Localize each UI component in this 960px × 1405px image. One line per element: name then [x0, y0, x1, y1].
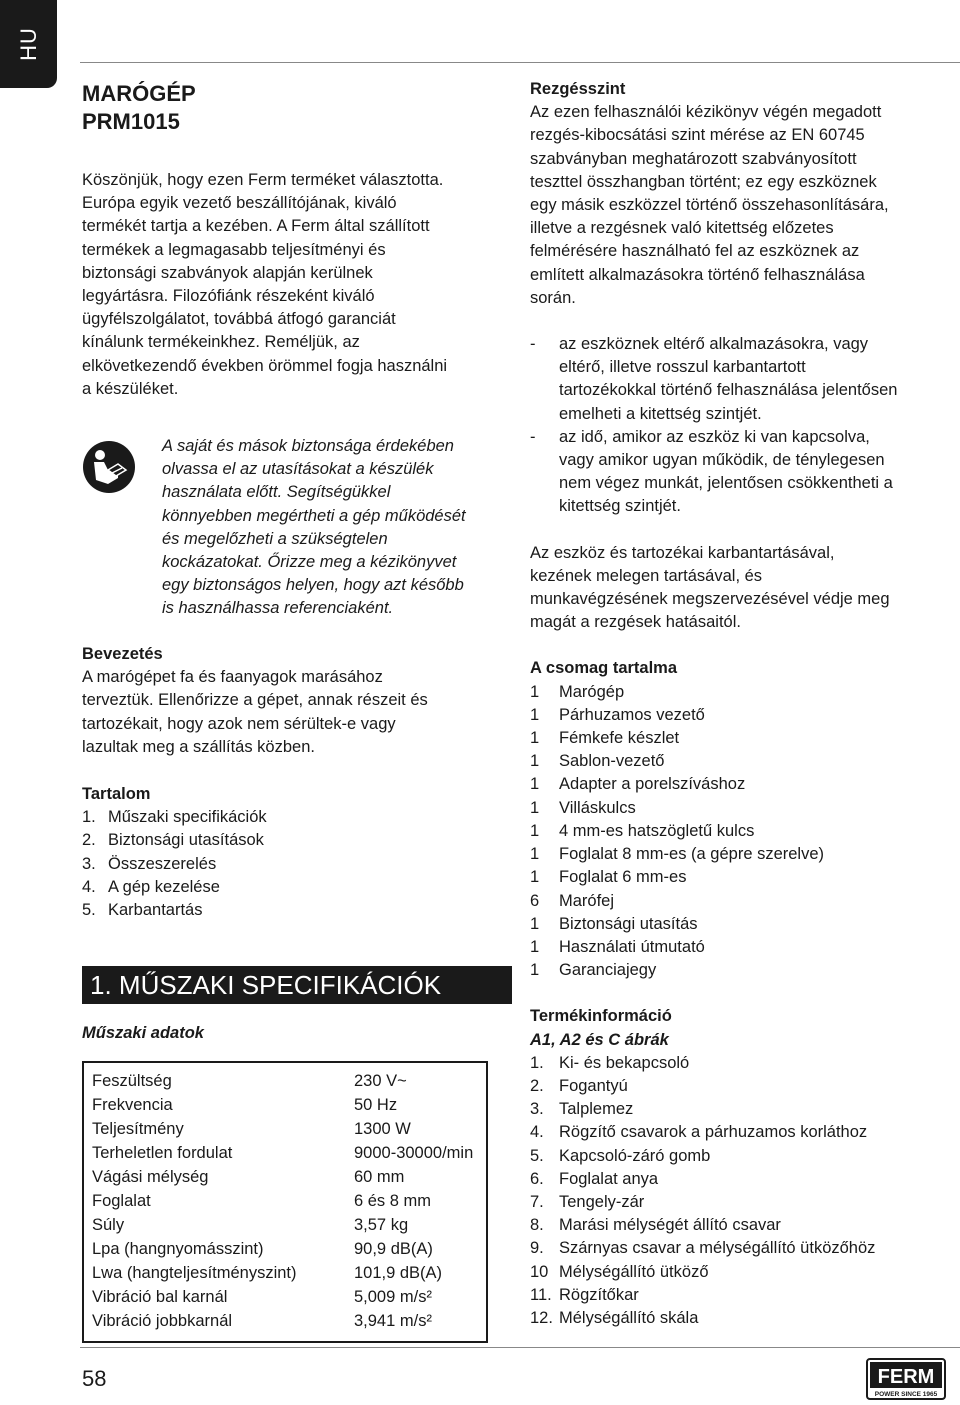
item-number: 2.: [530, 1076, 544, 1095]
vibration-line: rezgés-kibocsátási szint mérése az EN 60745: [530, 126, 865, 145]
bullet-dash: -: [530, 427, 536, 446]
spec-key: Súly: [92, 1216, 125, 1235]
item-label: Garanciajegy: [559, 961, 657, 980]
list-item: [530, 681, 950, 704]
package-heading: A csomag tartalma: [530, 659, 678, 678]
table-row: [92, 1141, 486, 1165]
bottom-divider: [80, 1347, 960, 1348]
top-divider: [80, 62, 960, 63]
product-model: PRM1015: [82, 109, 180, 134]
item-qty: 1: [530, 868, 540, 887]
introduction-line: terveztük. Ellenőrizze a gépet, annak részeit és: [82, 691, 428, 710]
vibration-line: egy másik eszközzel történő összehasonlítására,: [530, 196, 889, 215]
item-number: 6.: [530, 1169, 544, 1188]
intro-line: biztonsági szabványok alapján kerülnek: [82, 263, 373, 282]
table-row: [92, 1165, 486, 1189]
item-qty: 1: [530, 961, 540, 980]
item-number: 7.: [530, 1192, 544, 1211]
table-row: [92, 1309, 486, 1333]
spec-value: 6 és 8 mm: [354, 1192, 432, 1211]
spec-key: Lwa (hangteljesítményszint): [92, 1264, 297, 1283]
item-label: Villáskulcs: [559, 798, 636, 817]
introduction-section: [82, 643, 512, 759]
list-item: [530, 1214, 950, 1237]
item-label: Rögzítő csavarok a párhuzamos korláthoz: [559, 1123, 868, 1142]
list-item: [530, 1261, 950, 1284]
bullet-line: kitettség szintjét.: [559, 497, 681, 516]
item-number: 5.: [530, 1146, 544, 1165]
intro-line: elkövetkezendő években örömmel fogja használni: [82, 356, 448, 375]
safety-line: is használhassa referenciaként.: [162, 599, 394, 618]
right-column: [530, 78, 950, 1330]
introduction-line: A marógépet fa és faanyagok marásához: [82, 668, 383, 687]
item-label: Párhuzamos vezető: [559, 705, 705, 724]
table-row: [92, 1213, 486, 1237]
item-label: Biztonsági utasítás: [559, 914, 698, 933]
page-title: [82, 80, 512, 136]
intro-line: legyártásra. Filozófiánk részeként kiváló: [82, 287, 375, 306]
item-label: Mélységállító ütköző: [559, 1262, 709, 1281]
closing-line: kezének melegen tartásával, és: [530, 566, 763, 585]
item-label: Marófej: [559, 891, 615, 910]
vibration-line: Az ezen felhasználói kézikönyv végén megadott: [530, 103, 882, 122]
safety-note: [82, 435, 512, 635]
list-item: [530, 1052, 950, 1075]
spec-key: Lpa (hangnyomásszint): [92, 1240, 264, 1259]
item-label: Adapter a porelszíváshoz: [559, 775, 746, 794]
list-item: [530, 1121, 950, 1144]
contents-list: [82, 806, 512, 922]
spec-key: Terheletlen fordulat: [92, 1144, 233, 1163]
list-item: [82, 899, 512, 922]
item-label: Foglalat anya: [559, 1169, 659, 1188]
item-qty: 1: [530, 775, 540, 794]
item-number: 3.: [530, 1100, 544, 1119]
item-label: Rögzítőkar: [559, 1285, 639, 1304]
item-qty: 1: [530, 682, 540, 701]
intro-line: termékét tartja a kezében. A Ferm által szállított: [82, 217, 430, 236]
item-label: Foglalat 8 mm-es (a gépre szerelve): [559, 845, 825, 864]
list-item: [530, 704, 950, 727]
vibration-paragraph: [530, 101, 950, 310]
list-item: [530, 1307, 950, 1330]
list-item: [530, 866, 950, 889]
spec-key: Vágási mélység: [92, 1168, 209, 1187]
table-row: [92, 1117, 486, 1141]
list-item: [530, 843, 950, 866]
bullet-dash: -: [530, 335, 536, 354]
product-info-heading: Termékinformáció: [530, 1007, 672, 1026]
list-item: [82, 829, 512, 852]
item-qty: 1: [530, 729, 540, 748]
spec-key: Foglalat: [92, 1192, 151, 1211]
product-title: MARÓGÉP: [82, 81, 196, 106]
language-code: HU: [15, 27, 41, 61]
item-number: 12.: [530, 1308, 553, 1327]
list-item: [530, 1168, 950, 1191]
spec-key: Frekvencia: [92, 1096, 173, 1115]
list-item: [530, 913, 950, 936]
spec-value: 50 Hz: [354, 1096, 398, 1115]
vibration-closing: [530, 542, 950, 635]
list-item: [530, 727, 950, 750]
item-qty: 1: [530, 937, 540, 956]
item-label: Használati útmutató: [559, 937, 705, 956]
item-number: 2.: [82, 831, 96, 850]
list-item: [530, 1075, 950, 1098]
item-label: Tengely-zár: [559, 1192, 645, 1211]
safety-line: könnyebben megértheti a gép működését: [162, 506, 466, 525]
spec-value: 3,57 kg: [354, 1216, 409, 1235]
safety-text: [162, 435, 514, 621]
language-tab: [0, 0, 57, 88]
item-label: Talplemez: [559, 1100, 634, 1119]
item-number: 4.: [530, 1123, 544, 1142]
product-info-subheading: A1, A2 és C ábrák: [530, 1030, 669, 1049]
safety-line: használata előtt. Segítségükkel: [162, 483, 391, 502]
item-label: Fogantyú: [559, 1076, 628, 1095]
list-item: [530, 750, 950, 773]
item-label: Marógép: [559, 682, 625, 701]
bullet-line: nem végez munkát, jelentősen csökkentheti a: [559, 474, 893, 493]
list-item: [530, 1191, 950, 1214]
package-list: [530, 681, 950, 983]
list-item: [530, 820, 950, 843]
spec-value: 101,9 dB(A): [354, 1264, 443, 1283]
intro-line: a készüléket.: [82, 379, 179, 398]
spec-table: [82, 1061, 488, 1343]
table-row: [92, 1189, 486, 1213]
bullet-line: emelheti a kitettség szintjét.: [559, 404, 762, 423]
item-qty: 1: [530, 705, 540, 724]
contents-heading: Tartalom: [82, 785, 151, 804]
safety-line: A saját és mások biztonsága érdekében: [162, 437, 454, 456]
item-label: Foglalat 6 mm-es: [559, 868, 687, 887]
introduction-heading: Bevezetés: [82, 645, 163, 664]
svg-text:POWER SINCE 1965: POWER SINCE 1965: [874, 1391, 938, 1398]
closing-line: munkavégzésének megszervezésével védje meg: [530, 590, 890, 609]
table-row: [92, 1069, 486, 1093]
list-item: [530, 1145, 950, 1168]
safety-line: egy biztonságos helyen, hogy azt később: [162, 576, 464, 595]
item-label: Karbantartás: [108, 901, 203, 920]
bullet-line: vagy amikor ugyan működik, de ténylegesen: [559, 451, 885, 470]
item-label: Kapcsoló-záró gomb: [559, 1146, 711, 1165]
item-qty: 1: [530, 821, 540, 840]
spec-key: Feszültség: [92, 1072, 172, 1091]
spec-key: Vibráció jobbkarnál: [92, 1312, 233, 1331]
list-item: [530, 1098, 950, 1121]
contents-section: [82, 783, 512, 922]
item-label: Mélységállító skála: [559, 1308, 699, 1327]
spec-key: Teljesítmény: [92, 1120, 184, 1139]
spec-value: 1300 W: [354, 1120, 411, 1139]
safety-line: olvassa el az utasításokat a készülék: [162, 460, 434, 479]
read-manual-icon: [82, 440, 136, 494]
list-item: [530, 890, 950, 913]
left-column: [82, 80, 512, 1343]
section-title-bar: 1. MŰSZAKI SPECIFIKÁCIÓK: [82, 966, 512, 1004]
spec-key: Vibráció bal karnál: [92, 1288, 228, 1307]
package-section: [530, 657, 950, 982]
item-number: 10: [530, 1262, 549, 1281]
item-number: 4.: [82, 877, 96, 896]
item-qty: 1: [530, 914, 540, 933]
page-number: 58: [82, 1366, 107, 1391]
vibration-line: teszttel összhangban történt; ez egy eszköznek: [530, 172, 877, 191]
product-info-section: [530, 1005, 950, 1330]
intro-line: Európa egyik vezető beszállítójának, kiváló: [82, 194, 397, 213]
spec-value: 5,009 m/s²: [354, 1288, 432, 1307]
item-qty: 1: [530, 845, 540, 864]
bullet-line: eltérő, illetve rosszul karbantartott: [559, 358, 806, 377]
item-label: Fémkefe készlet: [559, 729, 680, 748]
list-item: [530, 797, 950, 820]
item-number: 11.: [530, 1285, 552, 1304]
list-item: [530, 426, 950, 519]
product-parts-list: [530, 1052, 950, 1330]
list-item: [530, 959, 950, 982]
closing-line: Az eszköz és tartozékai karbantartásával,: [530, 543, 835, 562]
technical-data-heading: Műszaki adatok: [82, 1024, 204, 1043]
intro-line: termékek a legmagasabb teljesítményi és: [82, 240, 386, 259]
item-number: 9.: [530, 1239, 544, 1258]
introduction-line: tartozékait, hogy azok nem sérültek-e vagy: [82, 714, 396, 733]
list-item: [530, 773, 950, 796]
item-label: 4 mm-es hatszögletű kulcs: [559, 821, 755, 840]
item-label: Sablon-vezető: [559, 752, 665, 771]
vibration-line: illetve a rezgésnek való kitettség előzetes: [530, 219, 834, 238]
spec-value: 3,941 m/s²: [354, 1312, 432, 1331]
spec-value: 60 mm: [354, 1168, 405, 1187]
list-item: [82, 876, 512, 899]
vibration-heading: Rezgésszint: [530, 80, 626, 98]
safety-line: kockázatokat. Őrizze meg a kézikönyvet: [162, 553, 457, 572]
table-row: [92, 1237, 486, 1261]
table-row: [92, 1093, 486, 1117]
safety-line: és megelőzheti a szükségtelen: [162, 529, 388, 548]
item-label: Biztonsági utasítások: [108, 831, 264, 850]
introduction-line: lazultak meg a szállítás közben.: [82, 737, 315, 756]
closing-line: magát a rezgések hatásaitól.: [530, 613, 741, 632]
table-row: [92, 1285, 486, 1309]
svg-text:FERM: FERM: [877, 1366, 935, 1388]
item-number: 8.: [530, 1216, 544, 1235]
item-qty: 6: [530, 891, 540, 910]
item-label: Műszaki specifikációk: [108, 808, 267, 827]
item-number: 5.: [82, 901, 96, 920]
table-row: [92, 1261, 486, 1285]
item-label: Ki- és bekapcsoló: [559, 1053, 690, 1072]
vibration-bullets: [530, 333, 950, 519]
item-label: Összeszerelés: [108, 854, 217, 873]
spec-value: 230 V~: [354, 1072, 407, 1091]
item-number: 3.: [82, 854, 96, 873]
intro-line: Köszönjük, hogy ezen Ferm terméket választotta.: [82, 171, 444, 189]
intro-line: kínálunk termékeinkhez. Reméljük, az: [82, 333, 360, 352]
list-item: [530, 1237, 950, 1260]
vibration-line: említett alkalmazásokra történő felhasználása: [530, 265, 865, 284]
vibration-line: során.: [530, 288, 576, 307]
list-item: [530, 333, 950, 426]
vibration-line: szabványban meghatározott szabványosított: [530, 149, 857, 168]
spec-value: 9000-30000/min: [354, 1144, 474, 1163]
item-label: Szárnyas csavar a mélységállító ütközőhöz: [559, 1239, 876, 1258]
vibration-line: felmérésére használható fel az eszköznek az: [530, 242, 860, 261]
ferm-logo: [866, 1358, 946, 1400]
bullet-line: tartozékokkal történő felhasználása jelentősen: [559, 381, 898, 400]
bullet-line: az eszköznek eltérő alkalmazásokra, vagy: [559, 335, 869, 354]
list-item: [530, 1284, 950, 1307]
item-qty: 1: [530, 798, 540, 817]
list-item: [82, 806, 512, 829]
intro-paragraph: [82, 169, 512, 401]
spec-value: 90,9 dB(A): [354, 1240, 433, 1259]
intro-line: ügyfélszolgálatot, továbbá átfogó garanciát: [82, 310, 396, 329]
item-qty: 1: [530, 752, 540, 771]
item-label: A gép kezelése: [108, 877, 220, 896]
item-number: 1.: [530, 1053, 544, 1072]
list-item: [530, 936, 950, 959]
item-label: Marási mélységét állító csavar: [559, 1216, 781, 1235]
bullet-line: az idő, amikor az eszköz ki van kapcsolva,: [559, 427, 870, 446]
item-number: 1.: [82, 808, 96, 827]
list-item: [82, 853, 512, 876]
